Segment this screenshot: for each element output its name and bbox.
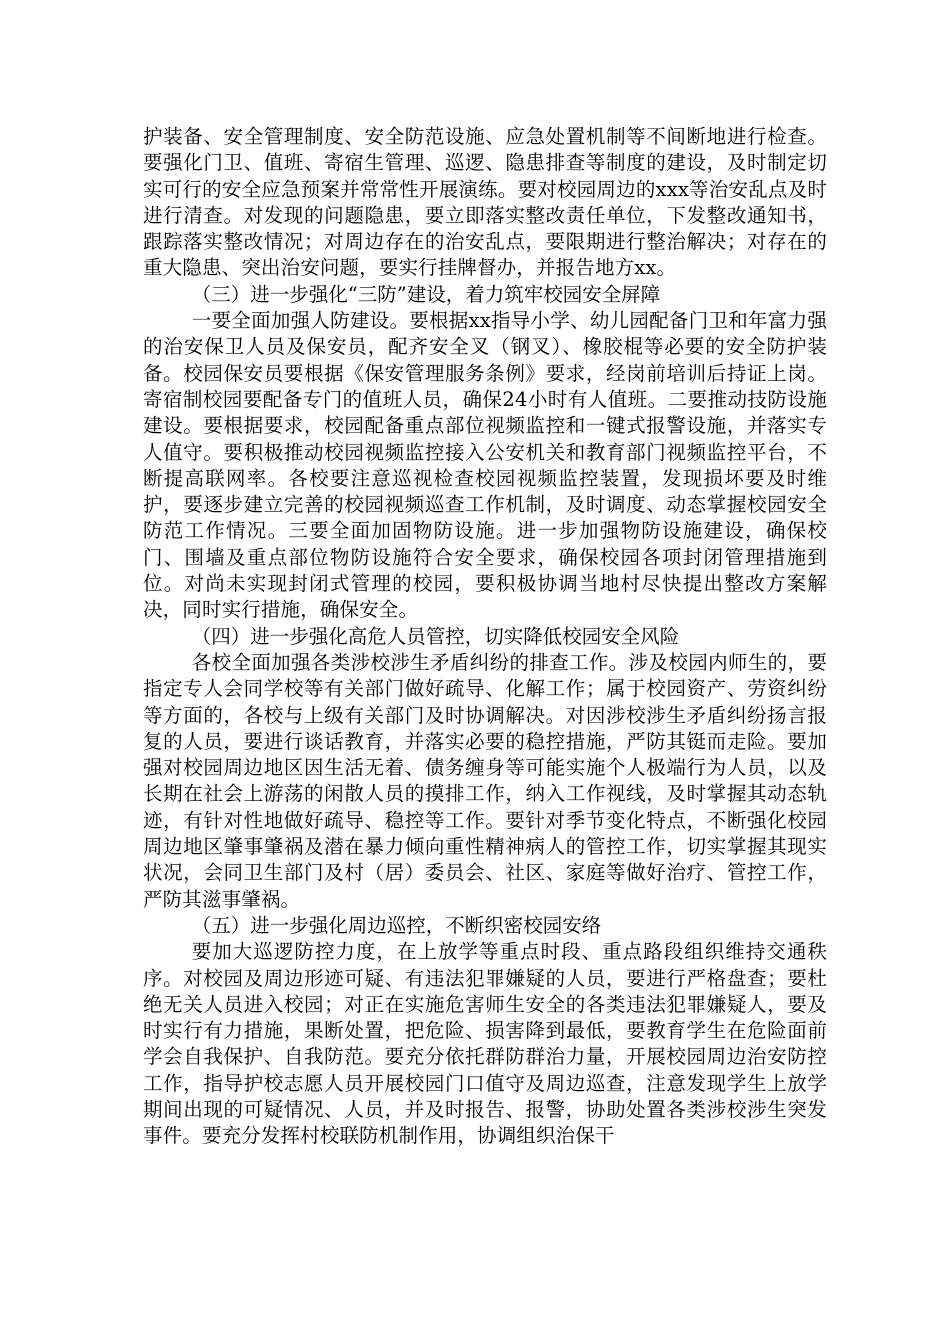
body-paragraph: 一要全面加强人防建设。要根据xx指导小学、幼儿园配备门卫和年富力强的治安保卫人员及保安员，配齐安全叉（钢叉）、橡胶棍等必要的安全防护装备。校园保安员要根据《保安管理服务条例》要求，经岗前培训后持证上岗。寄宿制校园要配备专门的值班人员，确保24小时有人值班。二要推动技防设施建设。要根据要求，校园配备重点部位视频监控和一键式报警设施，并落实专人值守。要积极推动校园视频监控接入公安机关和教育部门视频监控平台，不断提高联网率。各校要注意巡视检查校园视频监控装置，发现损坏要及时维护，要逐步建立完善的校园视频巡查工作机制，及时调度、动态掌握校园安全防范工作情况。三要全面加固物防设施。进一步加强物防设施建设，确保校门、围墙及重点部位物防设施符合安全要求，确保校园各项封闭管理措施到位。对尚未实现封闭式管理的校园，要积极协调当地村尽快提出整改方案解决，同时实行措施，确保安全。 [143,309,827,622]
body-paragraph: 要加大巡逻防控力度，在上放学等重点时段、重点路段组织维持交通秩序。对校园及周边形迹可疑、有违法犯罪嫌疑的人员，要进行严格盘查；要杜绝无关人员进入校园；对正在实施危害师生安全的各类违法犯罪嫌疑人，要及时实行有力措施，果断处置，把危险、损害降到最低，要教育学生在危险面前学会自我保护、自我防范。要充分依托群防群治力量，开展校园周边治安防控工作，指导护校志愿人员开展校园门口值守及周边巡查，注意发现学生上放学期间出现的可疑情况、人员，并及时报告、报警，协助处置各类涉校涉生突发事件。要充分发挥村校联防机制作用，协调组织治保干 [143,940,827,1148]
body-paragraph: 各校全面加强各类涉校涉生矛盾纠纷的排查工作。涉及校园内师生的，要指定专人会同学校等有关部门做好疏导、化解工作；属于校园资产、劳资纠纷等方面的，各校与上级有关部门及时协调解决。对因涉校涉生矛盾纠纷扬言报复的人员，要进行谈话教育，并落实必要的稳控措施，严防其铤而走险。要加强对校园周边地区因生活无着、债务缠身等可能实施个人极端行为人员，以及长期在社会上游荡的闲散人员的摸排工作，纳入工作视线，及时掌握其动态轨迹，有针对性地做好疏导、稳控等工作。要针对季节变化特点，不断强化校园周边地区肇事肇祸及潜在暴力倾向重性精神病人的管控工作，切实掌握其现实状况，会同卫生部门及村（居）委员会、社区、家庭等做好治疗、管控工作，严防其滋事肇祸。 [143,650,827,911]
section-heading: （三）进一步强化“三防”建设，着力筑牢校园安全屏障 [191,282,661,306]
document-page [143,124,827,1150]
section-heading: （四）进一步强化高危人员管控，切实降低校园安全风险 [191,624,680,648]
body-paragraph: 护装备、安全管理制度、安全防范设施、应急处置机制等不间断地进行检查。要强化门卫、值班、寄宿生管理、巡逻、隐患排查等制度的建设，及时制定切实可行的安全应急预案并常常性开展演练。要对校园周边的xxx等治安乱点及时进行清查。对发现的问题隐患，要立即落实整改责任单位，下发整改通知书，跟踪落实整改情况；对周边存在的治安乱点，要限期进行整治解决；对存在的重大隐患、突出治安问题，要实行挂牌督办，并报告地方xx。 [143,125,827,280]
section-heading: （五）进一步强化周边巡控，不断织密校园安络 [191,913,602,937]
